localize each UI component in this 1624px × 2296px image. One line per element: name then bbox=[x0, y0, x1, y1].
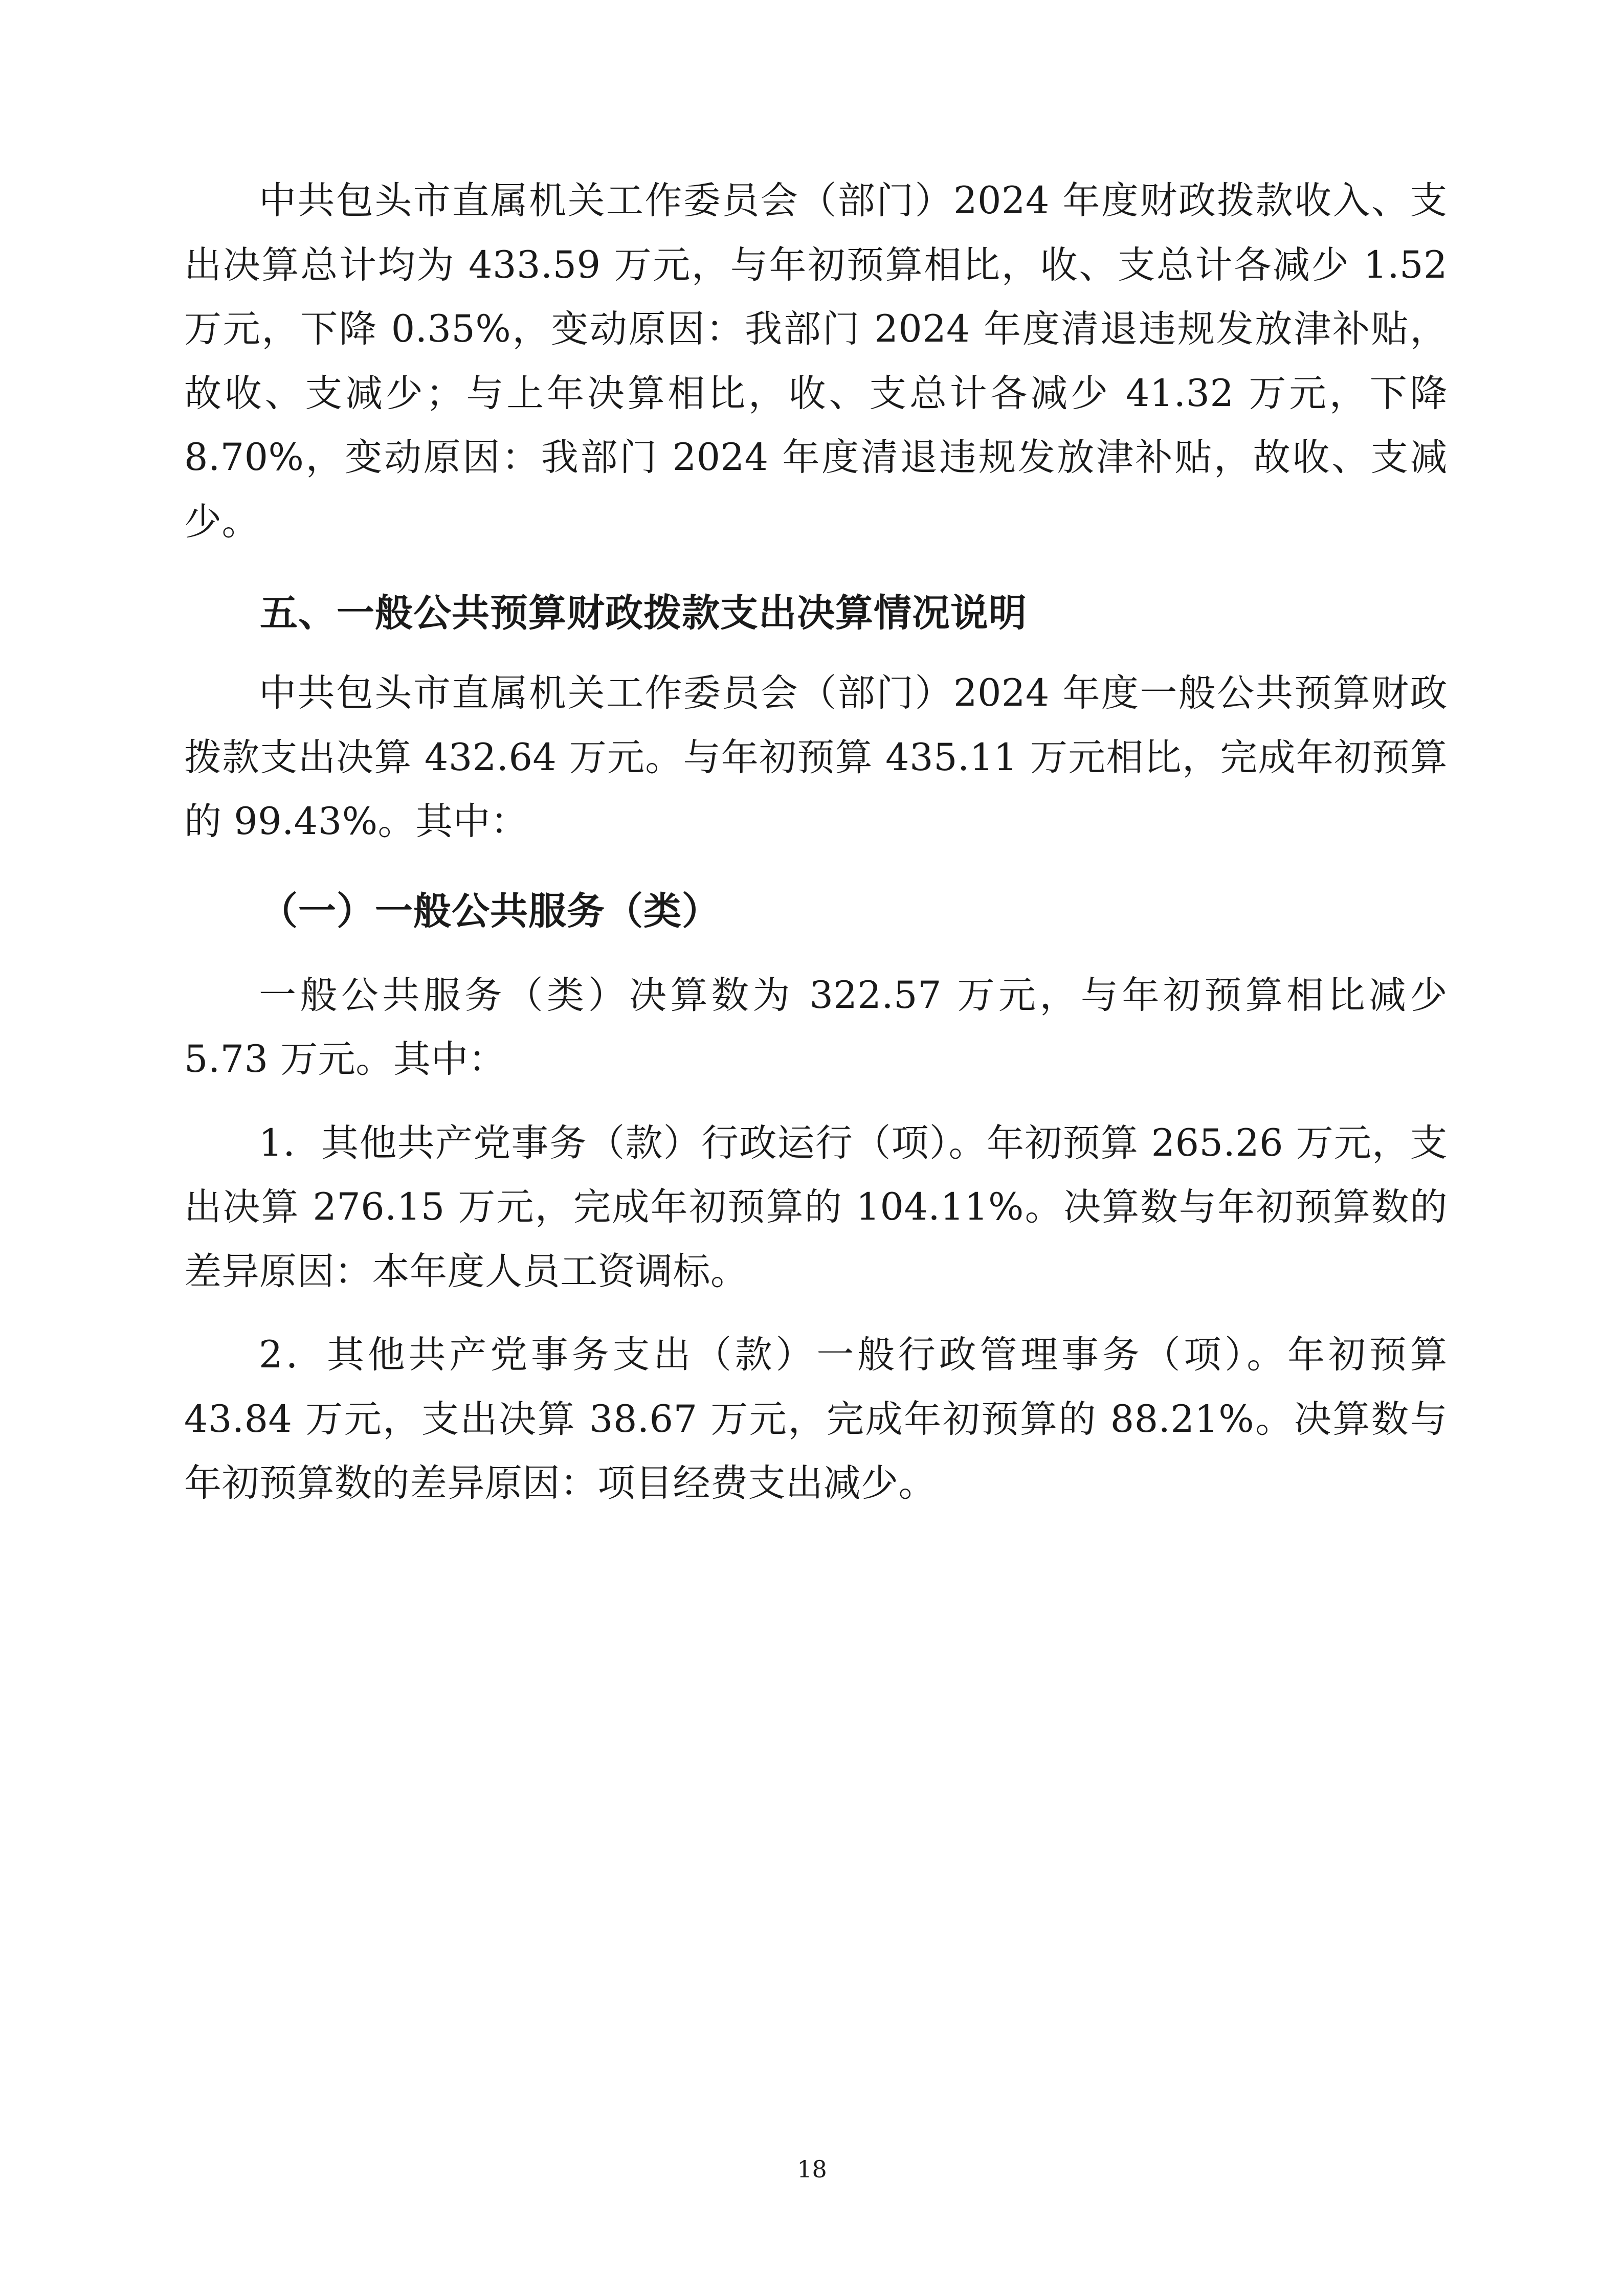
paragraph-fiscal-appropriation-summary: 中共包头市直属机关工作委员会（部门）2024 年度财政拨款收入、支出决算总计均为 433.59 万元，与年初预算相比，收、支总计各减少 1.52 万元，下降 0.35%，变动原因：我部门 2024 年度清退违规发放津补贴，故收、支减少；与上年决算相比，收、支总计各减少 41.32 万元，下降 8.70%，变动原因：我部门 2024 年度清退违规发放津补贴，故收、支减少。 bbox=[184, 179, 1448, 544]
paragraph-general-budget-expenditure: 中共包头市直属机关工作委员会（部门）2024 年度一般公共预算财政拨款支出决算 432.64 万元。与年初预算 435.11 万元相比，完成年初预算的 99.43%。其中： bbox=[184, 671, 1448, 844]
page-number: 18 bbox=[797, 2155, 827, 2183]
paragraph-general-public-service-detail: 一般公共服务（类）决算数为 322.57 万元，与年初预算相比减少 5.73 万元。其中： bbox=[184, 973, 1448, 1082]
sub-heading-general-public-service: （一）一般公共服务（类） bbox=[260, 889, 720, 933]
paragraph-item-1-administrative-operation: 1．其他共产党事务（款）行政运行（项）。年初预算 265.26 万元，支出决算 276.15 万元，完成年初预算的 104.11%。决算数与年初预算数的差异原因：本年度人员工资调标。 bbox=[184, 1121, 1448, 1293]
document-body bbox=[184, 169, 1448, 1516]
section-heading-general-public-budget: 五、一般公共预算财政拨款支出决算情况说明 bbox=[260, 591, 1027, 636]
paragraph-item-2-general-administrative-affairs: 2．其他共产党事务支出（款）一般行政管理事务（项）。年初预算 43.84 万元，支出决算 38.67 万元，完成年初预算的 88.21%。决算数与年初预算数的差异原因：项目经费支出减少。 bbox=[184, 1333, 1448, 1505]
